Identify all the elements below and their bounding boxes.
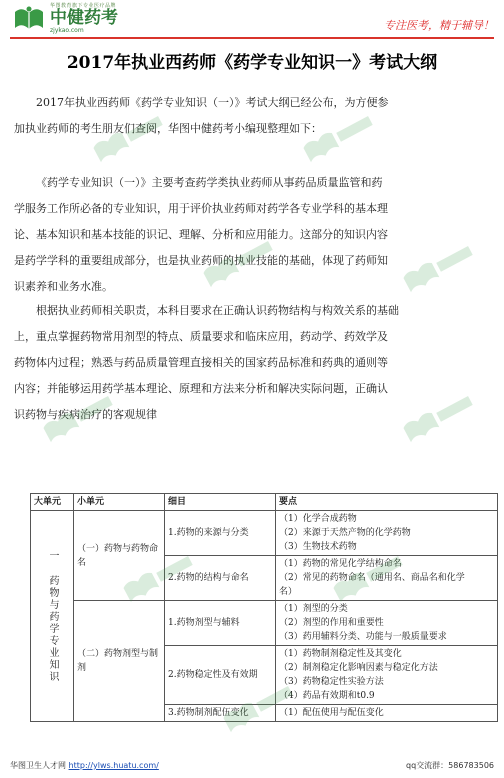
- page-title: 2017年执业西药师《药学专业知识一》考试大纲: [66, 53, 438, 73]
- point-line: （3）药用辅料分类、功能与一般质量要求: [279, 632, 447, 642]
- text-line: 识药物与疾病治疗的客观规律: [14, 408, 157, 421]
- major-unit-cell: 一 药物与药学专业知识: [31, 511, 74, 722]
- table-row: [31, 511, 498, 556]
- text-line: 加执业药师的考生朋友们查阅，华图中健药考小编现整理如下：: [14, 122, 322, 135]
- text-line: 上，重点掌握药物常用剂型的特点、质量要求和临床应用，药动学、药效学及: [14, 330, 388, 343]
- book-logo-icon: [12, 4, 46, 34]
- text-line: 识素养和业务水准。: [14, 280, 113, 293]
- item-cell: 2.药物的结构与命名: [165, 556, 276, 601]
- point-line: （2）来源于天然产物的化学药物: [279, 528, 411, 538]
- point-line: （2）制剂稳定化影响因素与稳定化方法: [279, 663, 438, 673]
- intro-paragraph: [14, 90, 496, 142]
- points-cell: [276, 556, 498, 601]
- point-line: （1）药物的常见化学结构命名: [279, 559, 402, 569]
- point-line: （1）剂型的分类: [279, 604, 348, 614]
- column-header: 细目: [165, 494, 276, 511]
- subunit-cell: （二）药物剂型与制剂: [74, 601, 165, 722]
- text-line: 内容；并能够运用药学基本理论、原理和方法来分析和解决实际问题，正确认: [14, 382, 388, 395]
- footer-site-link[interactable]: http://ylws.huatu.com/: [68, 761, 159, 770]
- page-header: [0, 0, 504, 38]
- point-line: （3）药物稳定性实验方法: [279, 677, 384, 687]
- requirements-paragraph: [14, 298, 496, 454]
- point-line: （4）药品有效期和t0.9: [279, 691, 375, 701]
- logo-subtitle: 华图教育旗下专业医疗品牌: [50, 3, 117, 9]
- header-rule: [10, 37, 494, 39]
- text-line: 根据执业药师相关职责，本科目要求在正确认识药物结构与构效关系的基础: [36, 304, 399, 317]
- text-line: 药物体内过程；熟悉与药品质量管理直接相关的国家药品标准和药典的通则等: [14, 356, 388, 369]
- footer-site-label: 华图卫生人才网: [10, 761, 66, 770]
- point-line: （3）生物技术药物: [279, 542, 357, 552]
- footer-left: [10, 760, 159, 771]
- logo-domain: zjykao.com: [50, 27, 84, 34]
- item-cell: 1.药物剂型与辅料: [165, 601, 276, 646]
- table-row: [31, 601, 498, 646]
- header-slogan: 专注医考，精于辅导！: [384, 19, 494, 32]
- points-cell: [276, 601, 498, 646]
- table-header-row: [31, 494, 498, 511]
- points-cell: [276, 646, 498, 705]
- point-line: 名）: [279, 587, 298, 597]
- syllabus-table: [30, 493, 498, 722]
- subunit-cell: （一）药物与药物命名: [74, 511, 165, 601]
- text-line: 学服务工作所必备的专业知识，用于评价执业药师对药学各专业学科的基本理: [14, 202, 388, 215]
- column-header: 要点: [276, 494, 498, 511]
- logo-name: 中健药考: [50, 8, 118, 28]
- points-cell: [276, 705, 498, 722]
- item-cell: 3.药物制剂配伍变化: [165, 705, 276, 722]
- item-cell: 2.药物稳定性及有效期: [165, 646, 276, 705]
- column-header: 小单元: [74, 494, 165, 511]
- point-line: （1）药物制剂稳定性及其变化: [279, 649, 402, 659]
- point-line: （1）化学合成药物: [279, 514, 357, 524]
- item-cell: 1.药物的来源与分类: [165, 511, 276, 556]
- text-line: 论、基本知识和基本技能的识记、理解、分析和应用能力。这部分的知识内容: [14, 228, 388, 241]
- text-line: 《药学专业知识（一）》主要考查药学类执业药师从事药品质量监管和药: [36, 176, 383, 189]
- brand-logo[interactable]: [12, 3, 118, 35]
- text-line: 2017年执业西药师《药学专业知识（一）》考试大纲已经公布，为方便参: [36, 96, 389, 109]
- point-line: （1）配伍使用与配伍变化: [279, 708, 384, 718]
- column-header: 大单元: [31, 494, 74, 511]
- points-cell: [276, 511, 498, 556]
- point-line: （2）常见的药物命名（通用名、商品名和化学: [279, 573, 465, 583]
- point-line: （2）剂型的作用和重要性: [279, 618, 384, 628]
- footer-qq-group: qq交流群：586783506: [406, 761, 494, 770]
- text-line: 是药学学科的重要组成部分，也是执业药师的执业技能的基础，体现了药师知: [14, 254, 388, 267]
- overview-paragraph: [14, 170, 496, 300]
